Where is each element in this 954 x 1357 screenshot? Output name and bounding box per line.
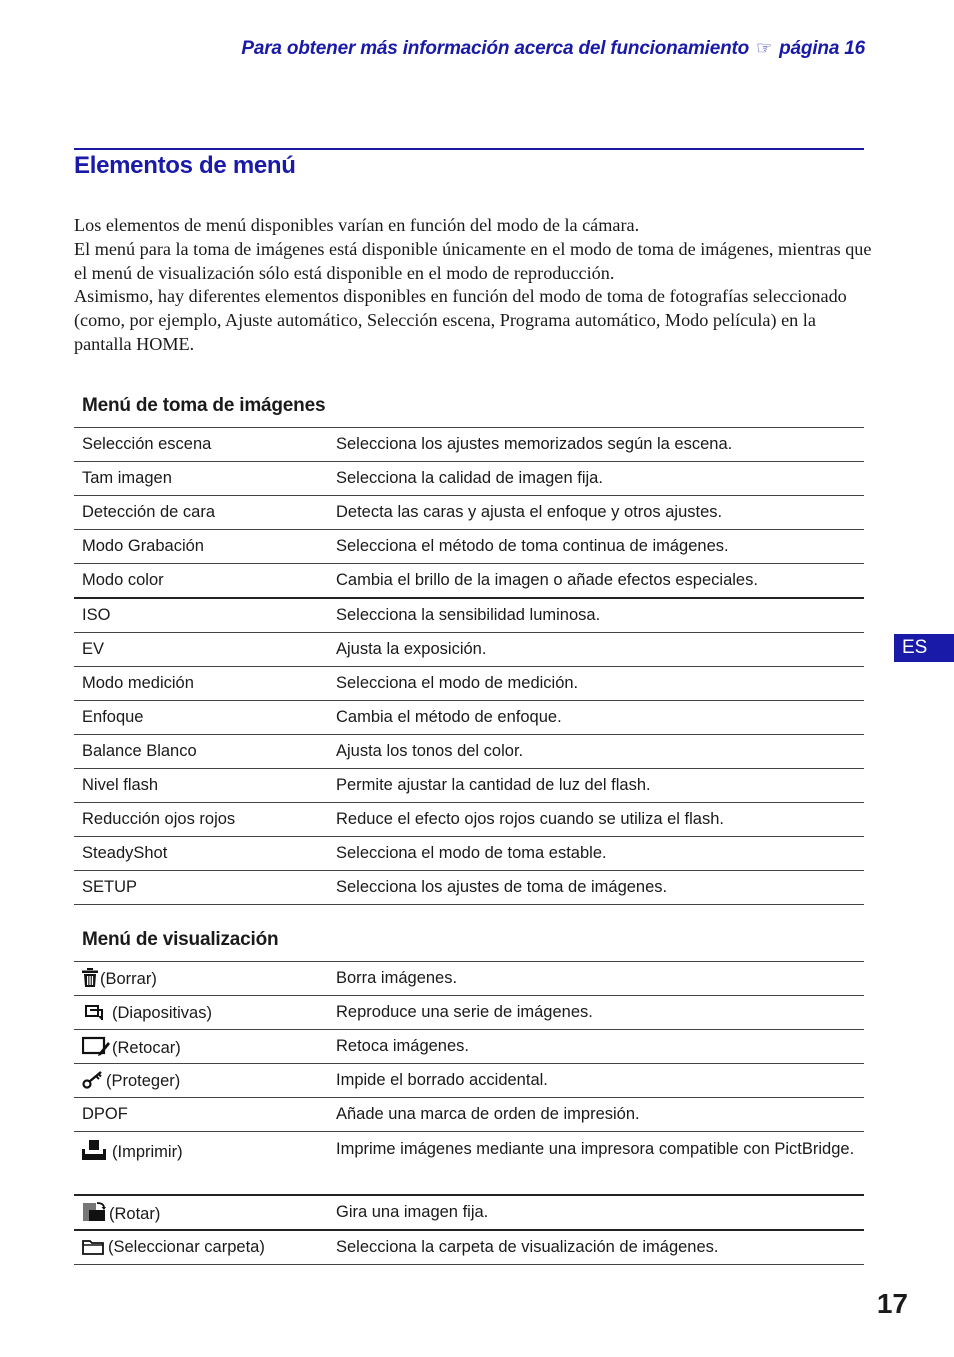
menu-item-description: Impide el borrado accidental.: [328, 1064, 864, 1098]
menu-item-description: Retoca imágenes.: [328, 1030, 864, 1064]
viewing-menu-heading: Menú de visualización: [82, 929, 279, 950]
menu-item-name: (Borrar): [100, 970, 157, 988]
menu-item-name-cell: [74, 1230, 328, 1265]
menu-item-description: Cambia el brillo de la imagen o añade efectos especiales.: [328, 564, 864, 599]
menu-item-name-cell: [74, 1030, 328, 1064]
menu-item-name: SteadyShot: [74, 837, 328, 871]
menu-item-description: Permite ajustar la cantidad de luz del flash.: [328, 769, 864, 803]
menu-item-name: Modo color: [74, 564, 328, 599]
table-row: [74, 1030, 864, 1064]
menu-item-name: (Seleccionar carpeta): [108, 1238, 265, 1256]
page-reference-number: página 16: [779, 38, 865, 59]
table-row: [74, 530, 864, 564]
menu-item-description: Selecciona la sensibilidad luminosa.: [328, 598, 864, 633]
table-row: [74, 996, 864, 1030]
page-reference-text: Para obtener más información acerca del funcionamiento: [241, 38, 750, 59]
menu-item-name: Modo Grabación: [74, 530, 328, 564]
menu-item-description: Borra imágenes.: [328, 962, 864, 996]
viewing-menu-table: [74, 961, 864, 1265]
menu-item-name: Balance Blanco: [74, 735, 328, 769]
menu-item-name: (Proteger): [106, 1071, 181, 1090]
menu-item-description: Selecciona la carpeta de visualización de imágenes.: [328, 1230, 864, 1265]
table-row: [74, 667, 864, 701]
menu-item-name: (Retocar): [112, 1038, 181, 1057]
table-row: [74, 803, 864, 837]
menu-item-description: Imprime imágenes mediante una impresora compatible con PictBridge.: [328, 1132, 864, 1196]
menu-item-name: SETUP: [74, 871, 328, 905]
table-row: [74, 1195, 864, 1230]
menu-item-description: Selecciona el método de toma continua de imágenes.: [328, 530, 864, 564]
pointing-hand-icon: ☞: [756, 38, 773, 58]
menu-item-name: DPOF: [74, 1098, 328, 1132]
intro-paragraph-3: Asimismo, hay diferentes elementos disponibles en función del modo de toma de fotografías seleccionado (como, por ejemplo, Ajuste automático, Selección escena, Programa automático, Modo película) en la pantalla HOME.: [74, 286, 847, 354]
slideshow-icon: [82, 1003, 106, 1021]
menu-item-name: EV: [74, 633, 328, 667]
page-number: 17: [876, 1288, 908, 1319]
menu-item-name-cell: [74, 1195, 328, 1230]
table-row: [74, 1132, 864, 1196]
menu-item-name: (Rotar): [109, 1204, 161, 1223]
printer-icon: [82, 1140, 106, 1160]
trash-icon: [82, 968, 98, 987]
table-row: [74, 701, 864, 735]
language-tab: ES: [894, 634, 954, 662]
menu-item-name-cell: [74, 1132, 328, 1196]
key-icon: [82, 1071, 104, 1089]
menu-item-name-cell: [74, 996, 328, 1030]
table-row: [74, 769, 864, 803]
menu-item-description: Selecciona el modo de medición.: [328, 667, 864, 701]
menu-item-name: Selección escena: [74, 428, 328, 462]
menu-item-name-cell: [74, 1064, 328, 1098]
table-row: [74, 633, 864, 667]
menu-item-description: Gira una imagen fija.: [328, 1195, 864, 1230]
menu-item-description: Cambia el método de enfoque.: [328, 701, 864, 735]
table-row: [74, 462, 864, 496]
menu-item-name: Modo medición: [74, 667, 328, 701]
folder-icon: [82, 1238, 104, 1255]
menu-item-description: Reproduce una serie de imágenes.: [328, 996, 864, 1030]
intro-paragraph-1: Los elementos de menú disponibles varían en función del modo de la cámara.: [74, 215, 640, 235]
menu-item-description: Añade una marca de orden de impresión.: [328, 1098, 864, 1132]
table-row: [74, 598, 864, 633]
menu-item-description: Ajusta la exposición.: [328, 633, 864, 667]
menu-item-description: Selecciona los ajustes de toma de imágenes.: [328, 871, 864, 905]
table-row: [74, 962, 864, 996]
table-row: [74, 1064, 864, 1098]
menu-item-name: (Imprimir): [112, 1143, 183, 1161]
table-row: [74, 871, 864, 905]
table-row: [74, 837, 864, 871]
menu-item-description: Selecciona el modo de toma estable.: [328, 837, 864, 871]
title-rule: [74, 148, 864, 150]
menu-item-description: Selecciona los ajustes memorizados según la escena.: [328, 428, 864, 462]
intro-paragraph-2: El menú para la toma de imágenes está disponible únicamente en el modo de toma de imágenes, mientras que el menú de visualización sólo está disponible en el modo de reproducción.: [74, 238, 872, 283]
menu-item-description: Detecta las caras y ajusta el enfoque y otros ajustes.: [328, 496, 864, 530]
table-row: [74, 496, 864, 530]
page-reference-link[interactable]: [241, 38, 865, 60]
table-row: [74, 1230, 864, 1265]
menu-item-name: Enfoque: [74, 701, 328, 735]
table-row: [74, 1098, 864, 1132]
menu-item-description: Selecciona la calidad de imagen fija.: [328, 462, 864, 496]
menu-item-name: Detección de cara: [74, 496, 328, 530]
shooting-menu-heading: Menú de toma de imágenes: [82, 395, 326, 416]
table-row: [74, 428, 864, 462]
menu-item-name-cell: [74, 962, 328, 996]
rotate-icon: [82, 1202, 106, 1222]
table-row: [74, 735, 864, 769]
menu-item-name: Reducción ojos rojos: [74, 803, 328, 837]
menu-item-name: ISO: [74, 598, 328, 633]
section-title: Elementos de menú: [74, 152, 296, 179]
menu-item-description: Reduce el efecto ojos rojos cuando se utiliza el flash.: [328, 803, 864, 837]
menu-item-name: (Diapositivas): [112, 1003, 212, 1022]
table-row: [74, 564, 864, 599]
shooting-menu-table: [74, 427, 864, 905]
menu-item-name: Nivel flash: [74, 769, 328, 803]
intro-text: [74, 214, 874, 357]
retouch-icon: [82, 1036, 110, 1056]
menu-item-name: Tam imagen: [74, 462, 328, 496]
menu-item-description: Ajusta los tonos del color.: [328, 735, 864, 769]
